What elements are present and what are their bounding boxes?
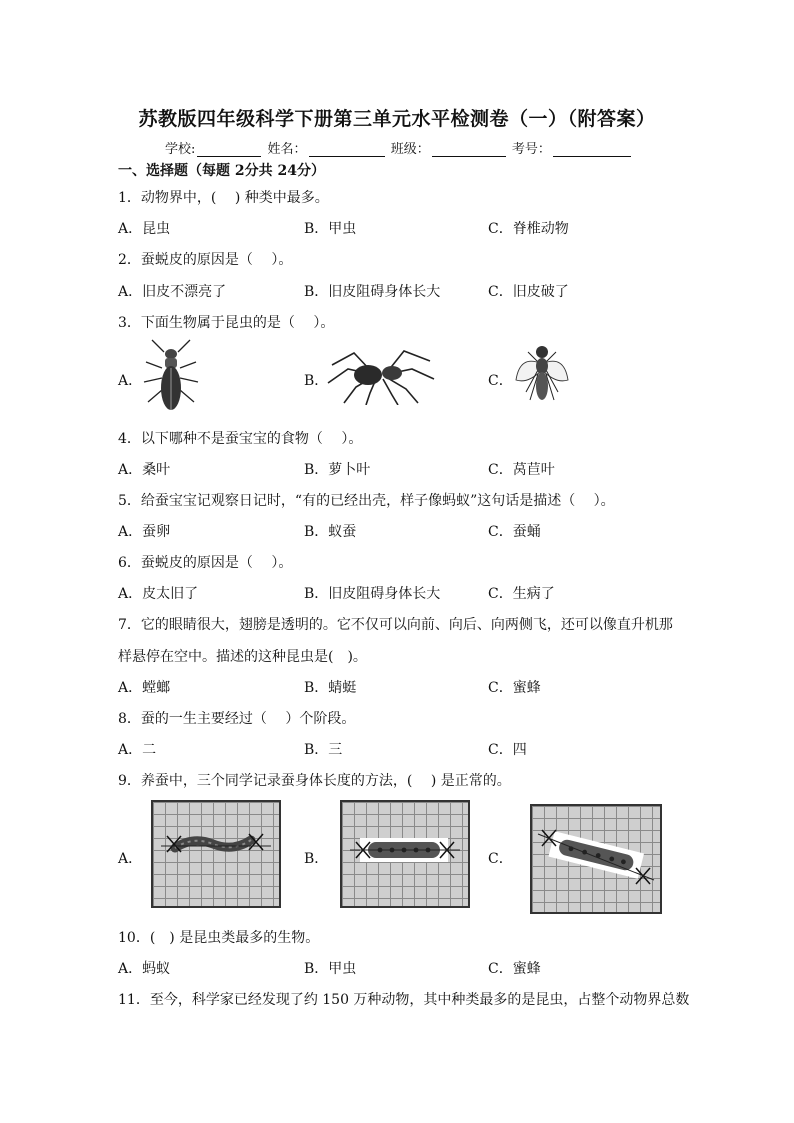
option-a[interactable]: A．二 (118, 742, 157, 758)
option-c[interactable]: C．生病了 (488, 586, 555, 602)
question-stem: 7．它的眼睛很大，翅膀是透明的。它不仅可以向前、向后、向两侧飞，还可以像直升机那 (118, 617, 673, 633)
option-c[interactable]: C．莴苣叶 (488, 462, 555, 478)
option-a[interactable]: A．桑叶 (118, 462, 171, 478)
student-info-line (165, 138, 633, 157)
exam-no-label: 考号： (511, 142, 551, 157)
exam-no-blank[interactable] (553, 142, 631, 157)
option-b[interactable]: B．旧皮阻碍身体长大 (304, 284, 441, 300)
spider-image (326, 343, 436, 405)
silkworm-measure-c-image (530, 804, 662, 914)
question-stem: 10．( ) 是昆虫类最多的生物。 (118, 930, 320, 946)
school-blank[interactable] (197, 142, 261, 157)
option-b[interactable]: B．三 (304, 742, 343, 758)
option-c[interactable]: C．蜜蜂 (488, 680, 541, 696)
option-c[interactable]: C．脊椎动物 (488, 221, 569, 237)
option-a[interactable]: A．螳螂 (118, 680, 171, 696)
class-label: 班级： (390, 142, 430, 157)
fly-image (514, 340, 570, 410)
option-a[interactable]: A．蚕卵 (118, 524, 171, 540)
school-label: 学校: (165, 142, 196, 157)
option-c[interactable]: C．蜜蜂 (488, 961, 541, 977)
option-b[interactable]: B．甲虫 (304, 221, 357, 237)
silkworm-measure-b-image (340, 800, 470, 908)
option-a[interactable]: A．蚂蚁 (118, 961, 171, 977)
question-stem: 3．下面生物属于昆虫的是（ ）。 (118, 315, 335, 331)
question-stem: 5．给蚕宝宝记观察日记时，“有的已经出壳，样子像蚂蚁”这句话是描述（ ）。 (118, 493, 615, 509)
question-stem: 11．至今，科学家已经发现了约 150 万种动物，其中种类最多的是昆虫，占整个动物界总数 (118, 992, 690, 1008)
option-a[interactable]: A． (118, 851, 143, 867)
name-label: 姓名： (267, 142, 307, 157)
class-blank[interactable] (432, 142, 506, 157)
question-stem: 2．蚕蜕皮的原因是（ ）。 (118, 252, 293, 268)
page-title: 苏教版四年级科学下册第三单元水平检测卷（一）（附答案） (138, 108, 656, 130)
option-b[interactable]: B．甲虫 (304, 961, 357, 977)
option-a[interactable]: A．皮太旧了 (118, 586, 199, 602)
option-b[interactable]: B．蜻蜓 (304, 680, 357, 696)
option-b[interactable]: B．旧皮阻碍身体长大 (304, 586, 441, 602)
option-c[interactable]: C．蚕蛹 (488, 524, 541, 540)
option-a[interactable]: A．旧皮不漂亮了 (118, 284, 227, 300)
section-heading: 一、选择题（每题 2分共 24分） (118, 163, 325, 179)
option-b[interactable]: B．萝卜叶 (304, 462, 371, 478)
question-stem: 6．蚕蜕皮的原因是（ ）。 (118, 555, 293, 571)
option-a[interactable]: A． (118, 373, 143, 389)
question-stem: 1．动物界中，( ) 种类中最多。 (118, 190, 329, 206)
silkworm-measure-a-image (151, 800, 281, 908)
option-c[interactable]: C．旧皮破了 (488, 284, 569, 300)
question-stem: 9．养蚕中，三个同学记录蚕身体长度的方法，( ) 是正常的。 (118, 773, 511, 789)
question-stem: 8．蚕的一生主要经过（ ）个阶段。 (118, 711, 356, 727)
question-stem-continued: 样悬停在空中。描述的这种昆虫是( )。 (118, 649, 367, 665)
name-blank[interactable] (309, 142, 385, 157)
option-c[interactable]: C． (488, 851, 513, 867)
option-b[interactable]: B． (304, 373, 329, 389)
question-stem: 4．以下哪种不是蚕宝宝的食物（ ）。 (118, 431, 363, 447)
option-a[interactable]: A．昆虫 (118, 221, 171, 237)
option-b[interactable]: B．蚁蚕 (304, 524, 357, 540)
beetle-image (140, 338, 202, 416)
option-c[interactable]: C． (488, 373, 513, 389)
option-b[interactable]: B． (304, 851, 329, 867)
option-c[interactable]: C．四 (488, 742, 527, 758)
